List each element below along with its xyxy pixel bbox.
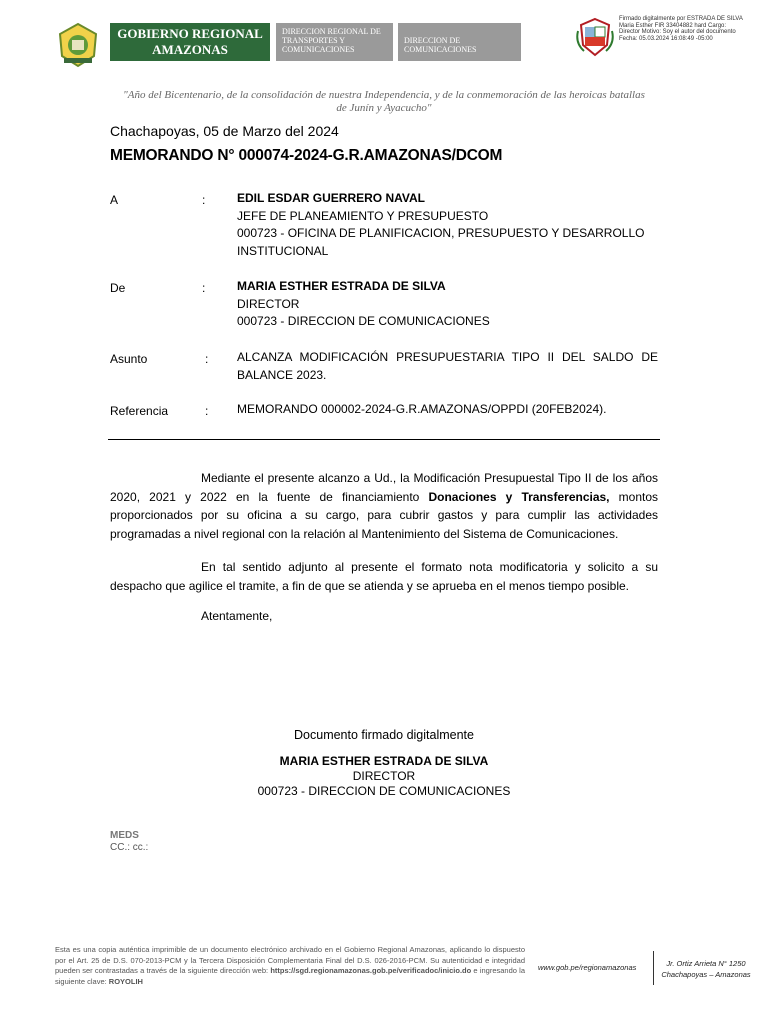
to-name: EDIL ESDAR GUERRERO NAVAL [237, 191, 426, 205]
footer-address-line2: Chachapoyas – Amazonas [661, 970, 751, 979]
body-paragraph-1 [110, 469, 658, 543]
digital-signature-note: Documento firmado digitalmente [294, 728, 474, 742]
regional-logo [56, 22, 100, 68]
signer-block [200, 754, 568, 799]
to-label: A [110, 193, 119, 207]
signer-position: DIRECTOR [352, 769, 416, 783]
dept-banner-comms: DIRECCION DE COMUNICACIONES [398, 23, 521, 61]
initials: MEDS [110, 830, 139, 841]
footer-key: ROYOLIH [108, 976, 143, 986]
footer-website[interactable]: www.gob.pe/regionamazonas [538, 963, 637, 972]
footer-divider [653, 951, 654, 985]
from-colon: : [202, 281, 206, 295]
footer-verify-url[interactable]: https://sgd.regionamazonas.gob.pe/verificadoc/inicio.do [270, 966, 472, 975]
to-office: 000723 - OFICINA DE PLANIFICACION, PRESUPUESTO Y DESARROLLO INSTITUCIONAL [237, 226, 645, 258]
subject-colon: : [205, 352, 209, 366]
signer-office: 000723 - DIRECCION DE COMUNICACIONES [257, 784, 511, 798]
body-p1-bold: Donaciones y Transferencias, [428, 489, 610, 504]
body-paragraph-2: En tal sentido adjunto al presente el formato nota modificatoria y solicito a su despacho que agilice el tramite, a fin de que se atienda y se aprueba en el menos tiempo posible. [110, 560, 658, 593]
closing: Atentamente, [201, 609, 273, 623]
signer-name: MARIA ESTHER ESTRADA DE SILVA [279, 754, 489, 768]
to-block [237, 190, 658, 260]
cc-line: CC.: cc.: [110, 842, 149, 853]
header-divider [108, 439, 660, 440]
to-colon: : [202, 193, 206, 207]
digital-signature-stamp: Firmado digitalmente por ESTRADA DE SILVA Maria Esther FIR 33404882 hard Cargo: Director Motivo: Soy el autor del documento Fecha: 05.03.2024 16:08:49 -05:00 [619, 16, 743, 42]
footer-legal [55, 945, 525, 987]
year-motto: "Año del Bicentenario, de la consolidación de nuestra Independencia, y de la conmemoración de las heroicas batallas de Junín y Ayacucho" [123, 89, 645, 114]
footer-legal-text: Esta es una copia auténtica imprimible de un documento electrónico archivado en el Gobierno Regional Amazonas, aplicando lo dispuesto por el Art. 25 de D.S. 070-2013-PCM y la Tercera Disposición Complementaria Final del D.S. 026-2016-PCM. Su autenticidad e integridad pueden ser contrastadas a través de la siguiente dirección web: [55, 945, 525, 975]
subject-label: Asunto [110, 352, 148, 366]
subject-text: ALCANZA MODIFICACIÓN PRESUPUESTARIA TIPO II DEL SALDO DE BALANCE 2023. [237, 350, 658, 382]
from-position: DIRECTOR [237, 296, 300, 311]
org-name-banner: GOBIERNO REGIONAL AMAZONAS [110, 23, 270, 61]
footer-address-line1: Jr. Ortiz Arrieta N° 1250 [666, 959, 746, 968]
reference-label: Referencia [110, 404, 169, 418]
to-position: JEFE DE PLANEAMIENTO Y PRESUPUESTO [237, 208, 489, 223]
footer-address [658, 958, 754, 980]
memo-title: MEMORANDO N° 000074-2024-G.R.AMAZONAS/DCOM [110, 147, 503, 164]
city-date: Chachapoyas, 05 de Marzo del 2024 [110, 123, 339, 139]
from-office: 000723 - DIRECCION DE COMUNICACIONES [237, 314, 490, 328]
footer-legal-text-2: e ingresando la siguiente clave: [55, 966, 525, 986]
from-label: De [110, 281, 126, 295]
from-name: MARIA ESTHER ESTRADA DE SILVA [237, 279, 446, 293]
dept-banner-transport: DIRECCION REGIONAL DE TRANSPORTES Y COMUNICACIONES [276, 23, 393, 61]
body-p1-text-a: Mediante el presente alcanzo a Ud., la Modificación Presupuestal Tipo II de los años 2020, 2021 y 2022 en la fuente de financiamiento [110, 471, 658, 504]
reference-text: MEMORANDO 000002-2024-G.R.AMAZONAS/OPPDI (20FEB2024). [237, 402, 607, 416]
from-block [237, 278, 658, 331]
peru-coat-of-arms-icon [576, 17, 614, 57]
reference-colon: : [205, 404, 209, 418]
body-p1-text-b: montos proporcionados por su oficina a su cargo, para cubrir gastos y para cumplir las actividades programadas a nivel regional con la relación al Mantenimiento del Sistema de Comunicaciones. [110, 489, 659, 541]
